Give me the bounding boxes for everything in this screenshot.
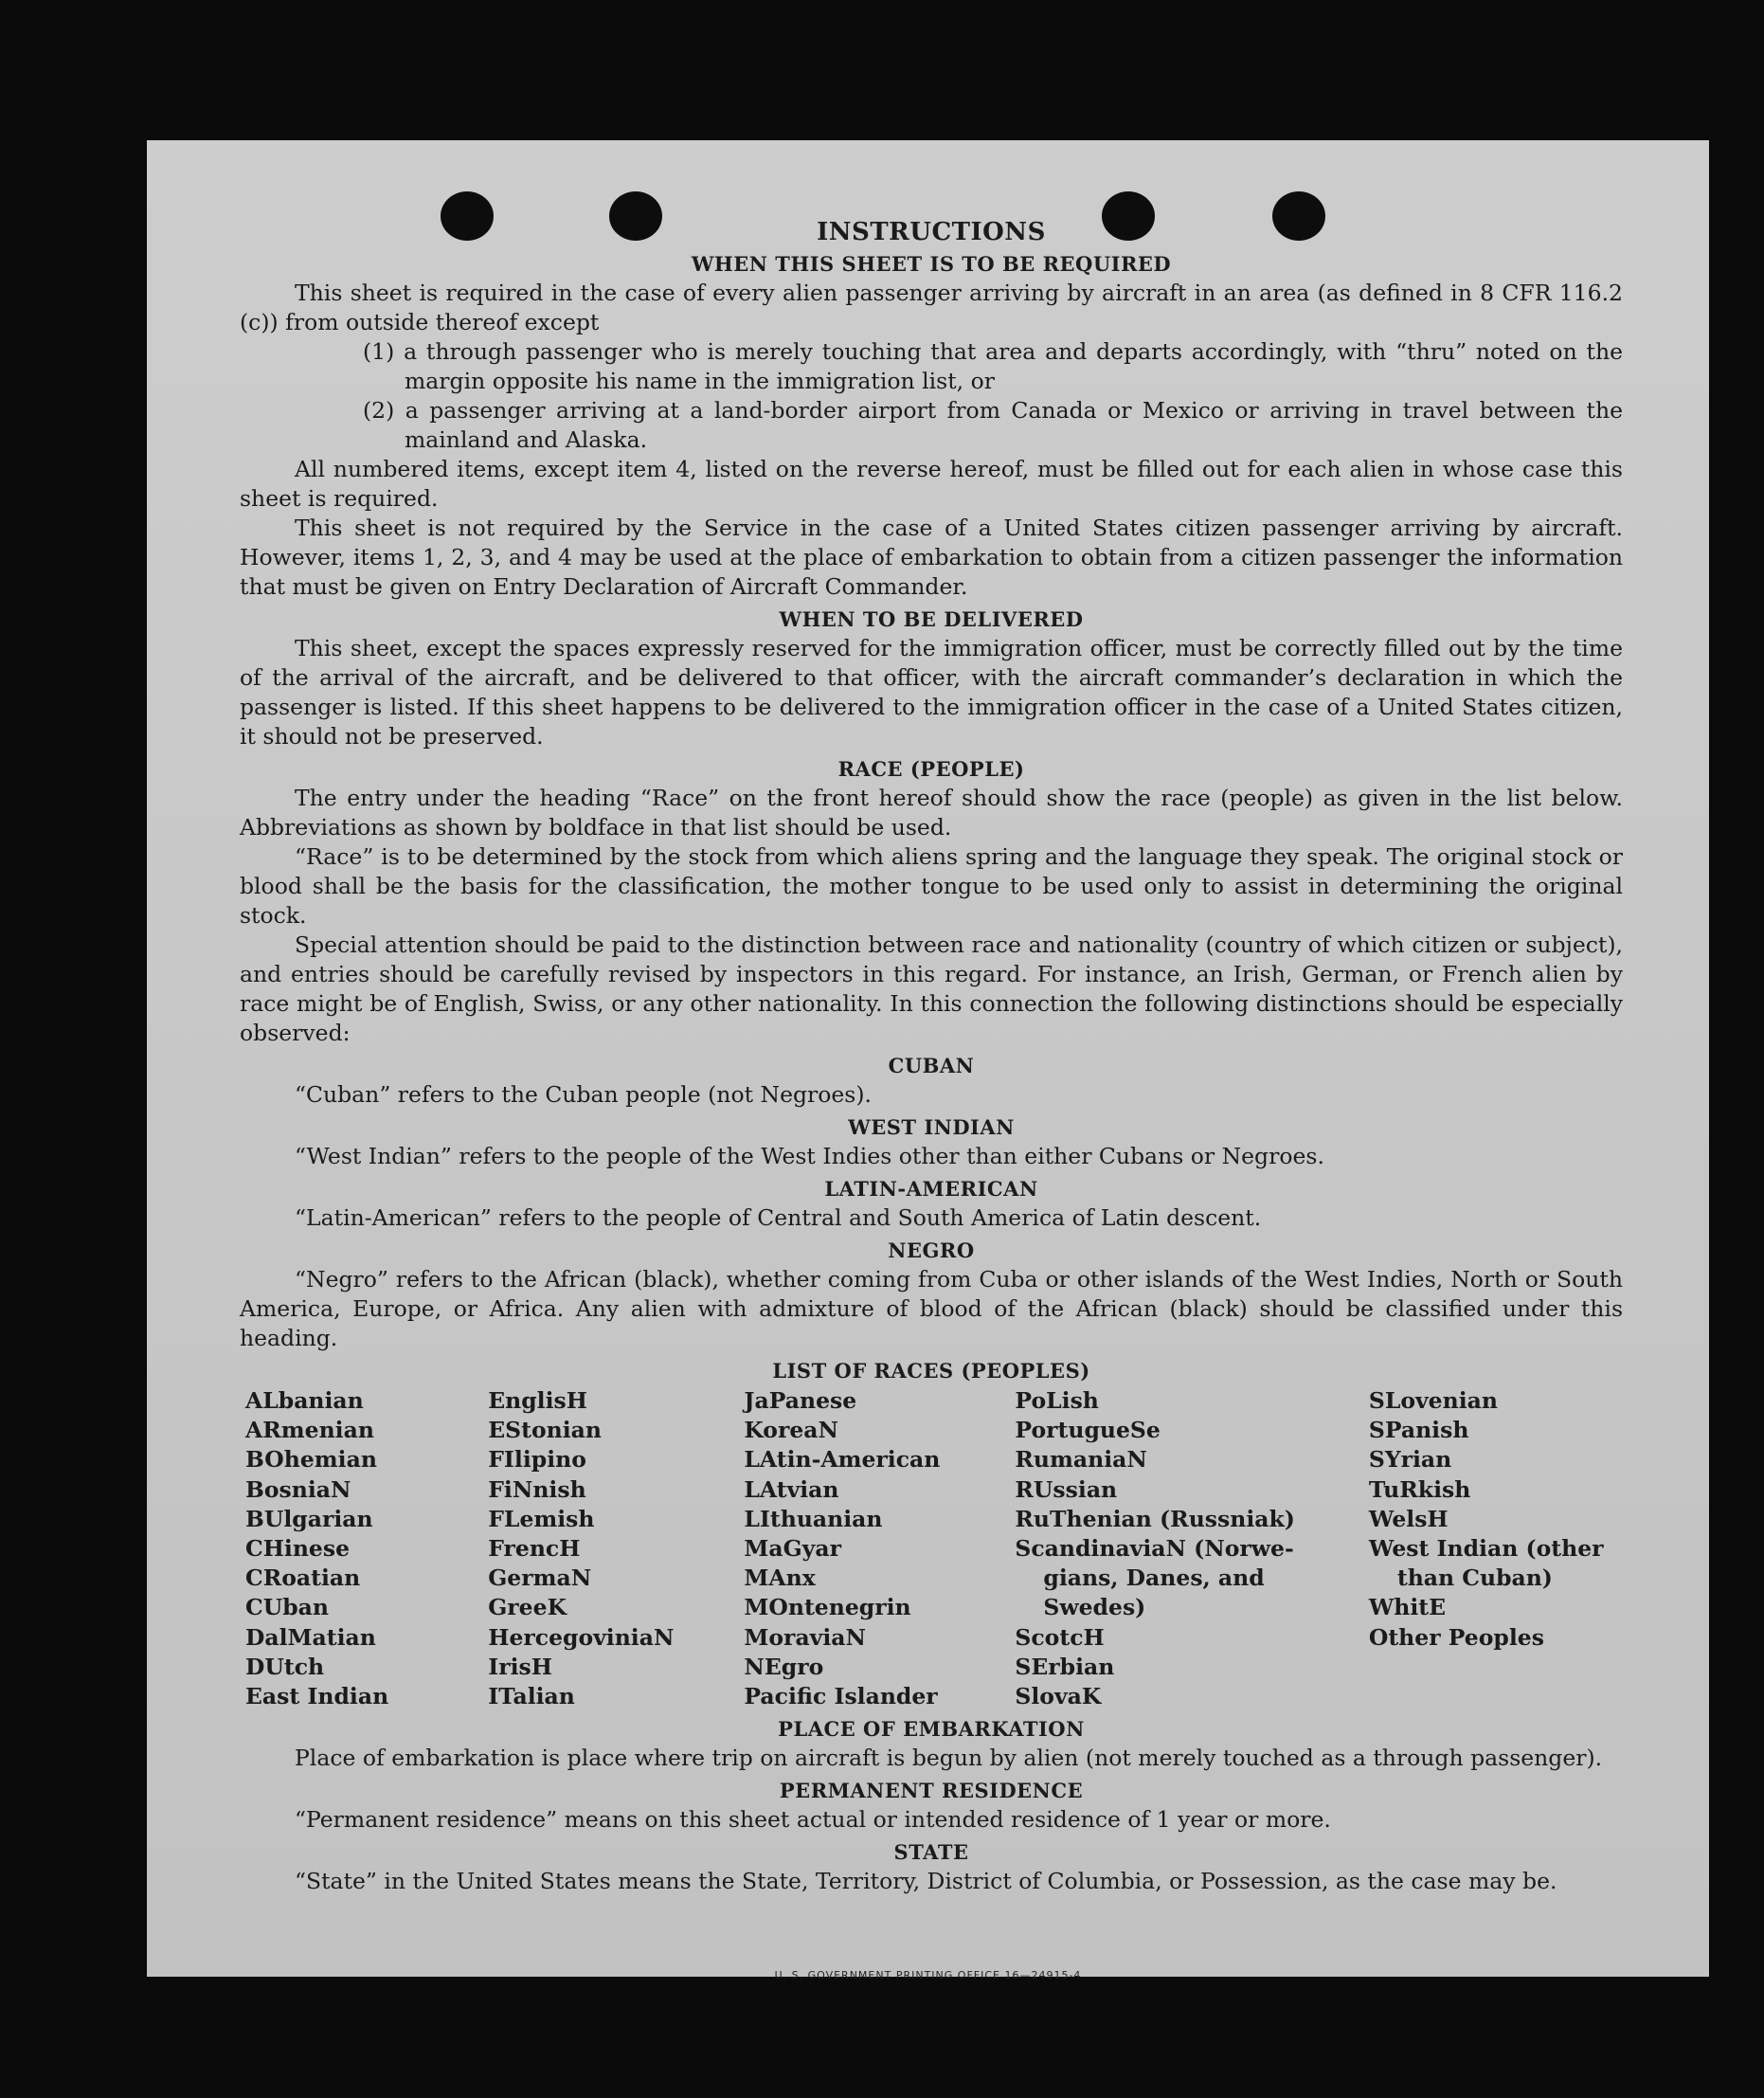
heading-latin-american: LATIN-AMERICAN [824, 1177, 1038, 1201]
race-item: MaGyar [744, 1535, 841, 1563]
race-item: SErbian [1015, 1653, 1115, 1680]
paragraph: This sheet is required in the case of every alien passenger arriving by aircraft in an area (as defined in 8 CFR 116.2 (c)) from outside thereof except [240, 280, 1623, 335]
heading-negro: NEGRO [888, 1239, 975, 1262]
heading-list-of-races: LIST OF RACES (PEOPLES) [772, 1359, 1090, 1383]
page-title: INSTRUCTIONS [817, 218, 1046, 246]
race-item: ARmenian [245, 1417, 374, 1444]
printing-office-footer: U. S. GOVERNMENT PRINTING OFFICE 16—24915-4 [774, 1969, 1082, 1981]
paragraph: Special attention should be paid to the distinction between race and nationality (country of which citizen or subject), and entries should be carefully revised by inspectors in this regard. For instance, an Irish, German, or French alien by race might be of English, Swiss, or any other nationality. In this connection the following distinctions should be especially observed: [240, 931, 1623, 1046]
heading-embarkation: PLACE OF EMBARKATION [778, 1717, 1085, 1742]
race-item: East Indian [245, 1683, 389, 1710]
race-item: FIlipino [488, 1446, 586, 1474]
race-item: DUtch [245, 1653, 325, 1680]
paragraph: All numbered items, except item 4, listed on the reverse hereof, must be filled out for each alien in whose case this sheet is required. [240, 456, 1623, 512]
races-column-5 [1369, 1386, 1623, 1711]
paragraph: This sheet, except the spaces expressly reserved for the immigration officer, must be correctly filled out by the time of the arrival of the aircraft, and be delivered to that officer, with the aircraft commander’s declaration in which the passenger is listed. If this sheet happens to be delivered to the immigration officer in the case of a United States citizen, it should not be preserved. [240, 635, 1623, 750]
race-item: Other Peoples [1368, 1623, 1544, 1651]
paragraph: “Latin-American” refers to the people of Central and South America of Latin descent. [295, 1204, 1262, 1231]
paragraph: Place of embarkation is place where trip on aircraft is begun by alien (not merely touched as a through passenger). [295, 1745, 1603, 1772]
heading-permanent-residence: PERMANENT RESIDENCE [779, 1779, 1084, 1803]
heading-state: STATE [893, 1840, 969, 1865]
races-list [240, 1386, 1623, 1711]
races-column-2 [488, 1386, 744, 1711]
race-item: FiNnish [488, 1475, 586, 1503]
race-item: TuRkish [1368, 1475, 1471, 1503]
paragraph: “West Indian” refers to the people of the West Indies other than either Cubans or Negroes. [295, 1143, 1324, 1169]
race-item: RumaniaN [1015, 1446, 1147, 1474]
race-item: GermaN [488, 1564, 592, 1592]
heading-required: WHEN THIS SHEET IS TO BE REQUIRED [691, 252, 1172, 276]
race-item: LAtin-American [744, 1446, 941, 1474]
races-column-1 [240, 1386, 488, 1711]
paragraph: “Cuban” refers to the Cuban people (not Negroes). [295, 1081, 873, 1108]
race-item: BosniaN [245, 1475, 351, 1503]
race-item: LAtvian [744, 1475, 839, 1503]
race-item: RuThenian (Russniak) [1015, 1505, 1295, 1532]
race-item: MoraviaN [744, 1623, 866, 1651]
instructions-content [240, 218, 1623, 1896]
race-item-continued: gians, Danes, and [1043, 1564, 1265, 1592]
paragraph: This sheet is not required by the Service in the case of a United States citizen passenger arriving by aircraft. However, items 1, 2, 3, and 4 may be used at the place of embarkation to obtain from a citizen passenger the information that must be given on Entry Declaration of Aircraft Commander. [240, 515, 1623, 600]
race-item: KoreaN [744, 1417, 838, 1444]
paragraph: The entry under the heading “Race” on the front hereof should show the race (people) as given in the list below. Abbreviations as shown by boldface in that list should be used. [240, 785, 1623, 841]
race-item: ITalian [488, 1683, 575, 1710]
race-item: West Indian (other [1368, 1535, 1604, 1563]
race-item: JaPanese [744, 1387, 857, 1414]
heading-delivered: WHEN TO BE DELIVERED [779, 607, 1084, 631]
heading-west-indian: WEST INDIAN [848, 1115, 1015, 1139]
race-item: HercegoviniaN [488, 1623, 675, 1651]
race-item: CHinese [245, 1535, 351, 1563]
race-item: ALbanian [245, 1387, 364, 1414]
race-item: ScandinaviaN (Norwe- [1015, 1535, 1294, 1563]
race-item: LIthuanian [744, 1505, 883, 1532]
races-column-4 [1015, 1386, 1368, 1711]
race-item: SlovaK [1015, 1683, 1102, 1710]
race-item: EnglisH [488, 1387, 587, 1414]
race-item-continued: than Cuban) [1396, 1564, 1553, 1592]
race-item: SLovenian [1368, 1387, 1498, 1414]
race-item: BUlgarian [245, 1505, 373, 1532]
heading-race: RACE (PEOPLE) [837, 757, 1025, 781]
race-item: RUssian [1015, 1475, 1118, 1503]
race-item-continued: Swedes) [1043, 1594, 1146, 1621]
race-item: FrencH [488, 1535, 581, 1563]
race-item: MAnx [744, 1564, 816, 1592]
race-item: GreeK [488, 1594, 567, 1621]
document-sheet [147, 140, 1709, 1981]
list-item: (1) a through passenger who is merely touching that area and departs accordingly, with “thru” noted on the margin opposite his name in the immigration list, or [363, 338, 1623, 394]
heading-cuban: CUBAN [888, 1054, 975, 1077]
race-item: IrisH [488, 1653, 552, 1680]
race-item: BOhemian [245, 1446, 377, 1474]
race-item: PortugueSe [1015, 1417, 1161, 1444]
list-item: (2) a passenger arriving at a land-border airport from Canada or Mexico or arriving in travel between the mainland and Alaska. [363, 397, 1623, 453]
race-item: FLemish [488, 1505, 595, 1532]
race-item: SPanish [1368, 1417, 1469, 1444]
race-item: ScotcH [1015, 1623, 1105, 1651]
race-item: CUban [245, 1594, 329, 1621]
paragraph: “Permanent residence” means on this sheet actual or intended residence of 1 year or more. [295, 1806, 1331, 1834]
race-item: SYrian [1368, 1446, 1452, 1474]
race-item: DalMatian [245, 1623, 376, 1651]
race-item: CRoatian [245, 1564, 361, 1592]
paragraph: “State” in the United States means the State, Territory, District of Columbia, or Possession, as the case may be. [295, 1868, 1557, 1895]
paragraph: “Race” is to be determined by the stock from which aliens spring and the language they speak. The original stock or blood shall be the basis for the classification, the mother tongue to be used only to assist in determining the original stock. [240, 843, 1623, 929]
race-item: PoLish [1015, 1387, 1099, 1414]
race-item: WelsH [1368, 1505, 1449, 1532]
race-item: NEgro [744, 1653, 824, 1680]
race-item: MOntenegrin [744, 1594, 911, 1621]
race-item: Pacific Islander [744, 1683, 938, 1710]
race-item: EStonian [488, 1417, 602, 1444]
paragraph: “Negro” refers to the African (black), whether coming from Cuba or other islands of the West Indies, North or South America, Europe, or Africa. Any alien with admixture of blood of the African (black) should be classified under this heading. [240, 1266, 1623, 1351]
races-column-3 [744, 1386, 1015, 1711]
race-item: WhitE [1368, 1594, 1447, 1621]
